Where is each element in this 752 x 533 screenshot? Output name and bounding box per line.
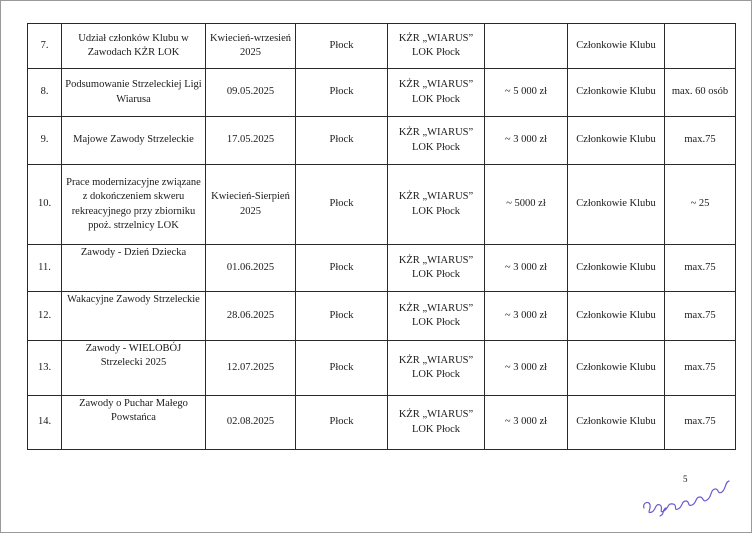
event-limit: max.75 [665,341,736,396]
event-name: Udział członków Klubu w Zawodach KŻR LOK [62,24,206,69]
event-date: 02.08.2025 [206,396,296,450]
event-limit [665,24,736,69]
table-row [28,117,736,165]
event-organizer: KŻR „WIARUS” LOK Płock [388,165,485,245]
event-participants: Członkowie Klubu [568,396,665,450]
row-number: 12. [28,292,62,341]
event-cost: ~ 5 000 zł [485,69,568,117]
event-place: Płock [296,245,388,292]
table-row [28,24,736,69]
event-limit: ~ 25 [665,165,736,245]
event-limit: max.75 [665,117,736,165]
event-limit: max.75 [665,245,736,292]
event-participants: Członkowie Klubu [568,69,665,117]
event-place: Płock [296,117,388,165]
events-table [27,23,736,450]
row-number: 8. [28,69,62,117]
event-participants: Członkowie Klubu [568,24,665,69]
event-organizer: KŻR „WIARUS” LOK Płock [388,341,485,396]
event-place: Płock [296,165,388,245]
row-number: 11. [28,245,62,292]
event-participants: Członkowie Klubu [568,341,665,396]
row-number: 14. [28,396,62,450]
table-row [28,165,736,245]
event-cost: ~ 3 000 zł [485,292,568,341]
event-name: Wakacyjne Zawody Strzeleckie [62,292,206,341]
event-limit: max.75 [665,292,736,341]
event-name: Zawody - Dzień Dziecka [62,245,206,292]
event-participants: Członkowie Klubu [568,245,665,292]
event-organizer: KŻR „WIARUS” LOK Płock [388,69,485,117]
event-organizer: KŻR „WIARUS” LOK Płock [388,292,485,341]
event-place: Płock [296,69,388,117]
event-limit: max. 60 osób [665,69,736,117]
event-participants: Członkowie Klubu [568,292,665,341]
event-name: Zawody o Puchar Małego Powstańca [62,396,206,450]
event-date: 28.06.2025 [206,292,296,341]
row-number: 9. [28,117,62,165]
event-cost: ~ 3 000 zł [485,117,568,165]
table-row [28,292,736,341]
event-place: Płock [296,24,388,69]
event-organizer: KŻR „WIARUS” LOK Płock [388,396,485,450]
table-row [28,396,736,450]
event-place: Płock [296,396,388,450]
event-organizer: KŻR „WIARUS” LOK Płock [388,245,485,292]
event-place: Płock [296,341,388,396]
event-participants: Członkowie Klubu [568,117,665,165]
event-place: Płock [296,292,388,341]
table-row [28,341,736,396]
event-cost: ~ 5000 zł [485,165,568,245]
event-date: 01.06.2025 [206,245,296,292]
event-cost: ~ 3 000 zł [485,245,568,292]
event-date: 12.07.2025 [206,341,296,396]
event-date: 17.05.2025 [206,117,296,165]
row-number: 10. [28,165,62,245]
page-number: 5 [683,474,688,484]
row-number: 7. [28,24,62,69]
event-organizer: KŻR „WIARUS” LOK Płock [388,24,485,69]
event-name: Podsumowanie Strzeleckiej Ligi Wiarusa [62,69,206,117]
event-cost: ~ 3 000 zł [485,341,568,396]
event-limit: max.75 [665,396,736,450]
event-cost [485,24,568,69]
table-row [28,69,736,117]
event-organizer: KŻR „WIARUS” LOK Płock [388,117,485,165]
event-cost: ~ 3 000 zł [485,396,568,450]
event-date: 09.05.2025 [206,69,296,117]
event-participants: Członkowie Klubu [568,165,665,245]
event-date: Kwiecień-wrzesień 2025 [206,24,296,69]
handwritten-signature [640,470,740,520]
event-name: Majowe Zawody Strzeleckie [62,117,206,165]
row-number: 13. [28,341,62,396]
event-name: Prace modernizacyjne związane z dokończeniem skweru rekreacyjnego przy zbiorniku ppoż. strzelnicy LOK [62,165,206,245]
table-row [28,245,736,292]
event-date: Kwiecień-Sierpień 2025 [206,165,296,245]
event-name: Zawody - WIELOBÓJ Strzelecki 2025 [62,341,206,396]
